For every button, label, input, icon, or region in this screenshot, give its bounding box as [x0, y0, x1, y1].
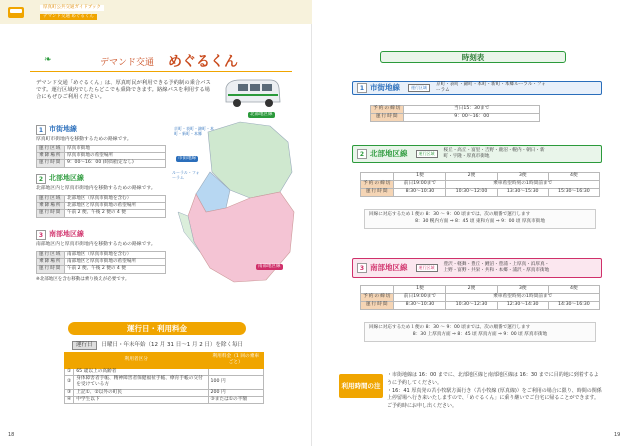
- map-label-city: 市街地線: [178, 156, 196, 161]
- leaf-icon: ❧: [44, 55, 52, 65]
- page-title: [30, 52, 292, 72]
- section-3-table: 運行区域 南部地区（厚真市街地を含む） 乗降場所 南部地区と厚真市街地の希望場所 運行時間 午前 2 便、午後 2 便の 4 便: [36, 251, 166, 274]
- transfer-note: ※北部地区を含む移動は乗り換えが必要です。: [36, 277, 130, 282]
- map-label-south: 南部地区線: [258, 264, 281, 269]
- service-days: 運行日 日曜日・年末年始（12 月 31 日〜1 月 2 日）を除く毎日: [72, 341, 243, 350]
- section-1-table: 運行区域 厚真市街地 乗降場所 厚真市街地の希望場所 運行時間 9：00〜16：00 (時間指定なし): [36, 145, 166, 168]
- header-bar: [0, 0, 312, 24]
- line-2-note: 回線に対応するため１便の 8：30 〜 9：00 頃までは、次の順番で運行します 8：30 幌内方面 ⇒ 8：45 頃 東和方面 ⇒ 9：00 頃 厚真市街地: [364, 209, 596, 229]
- route-map: [170, 112, 300, 302]
- bus-icon: [8, 7, 24, 18]
- map-label-north: 北部地区線: [250, 112, 273, 117]
- timetable-title: 時刻表: [380, 51, 566, 63]
- line-2-table: 1便 2便 3便 4便 予約の締切 前日19:00まで 乗車希望時刻の1時間前まで 運行時間 8:30〜10:30 10:30〜12:00 13:30〜15:30 15:30〜16:30: [360, 172, 600, 197]
- title-prefix: デマンド交通: [100, 58, 155, 68]
- line-3-note: 回線に対応するため１便の 8：30 〜 9：00 頃までは、次の順番で運行します 8：30 上厚真方面 ⇒ 8：45 頃 厚真方面 ⇒ 9：00 頃 厚真市街地: [364, 322, 596, 342]
- page-number-left: 18: [8, 432, 15, 438]
- van-image: [222, 76, 282, 110]
- section-3-desc: 南部地区内と厚真市街地内を移動するための路線です。: [36, 242, 156, 247]
- line-2-heading: 2 北部地区線 運行区域 桜丘・高丘・富里・吉野・鹿沼・幌内・朝日・新町・宇隆・厚真市街地: [352, 145, 602, 163]
- breadcrumb-guide: 厚真町公共交通ガイドブック: [40, 5, 104, 11]
- map-areas1: 京町・表町・錦町・本町・新町・本郷: [174, 126, 214, 137]
- line-1-table: 予約の締切 当日15：30まで 運行時間 9：00〜16：00: [370, 105, 540, 122]
- intro-text: デマンド交通「めぐるくん」は、厚真町民が利用できる予約制の乗合バスです。運行区域内でしたらどこでも乗降できます。路線バスを利用する場合にもぜひご利用ください。: [36, 80, 211, 101]
- fare-title: 運行日・利用料金: [68, 322, 246, 335]
- page-number-right: 19: [614, 432, 621, 438]
- section-2-desc: 北部地区内と厚真市街地内を移動するための路線です。: [36, 186, 156, 191]
- map-areas2: ルーラル・フォーラム: [172, 170, 200, 181]
- table-row: ② 身体障害者手帳、精神障害者保健福祉手帳、療育手帳の交付を受けている方 100 円: [65, 376, 264, 390]
- line-3-heading: 3 南部地区線 運行区域 豊沢・軽舞・豊丘・鯉沼・豊浦・上厚真・浜厚真・上野・富野・共栄・共和・本郷・浦沢・厚真市街地: [352, 258, 602, 278]
- table-row: ④ 中学生以下 ③または①の半額: [65, 397, 264, 404]
- section-3-heading: 3 南部地区線: [36, 230, 84, 240]
- section-2-table: 運行区域 北部地区（厚真市街地を含む） 乗降場所 北部地区と厚真市街地の希望場所 運行時間 午前 2 便、午後 2 便の 4 便: [36, 195, 166, 218]
- usage-time-notes: ・市街地線は 16：00 までに、北部地区線と南部地区線は 16：30 までに目的地に到着するように予約してください。 ・16：41 厚真発の苫小牧駅方面行き（苫小牧線 (厚真線)）をご利用の場合に限り、時間の関係上停留場へ行き来いたしますので、「めぐるくん」に乗り継いでご自宅に帰ることができます。ご予約時にお申し出ください。: [387, 372, 602, 409]
- section-1-heading: 1 市街地線: [36, 125, 77, 135]
- table-row: ③ 上記①、②以外の町民 200 円: [65, 389, 264, 396]
- line-3-table: 1便 2便 3便 4便 予約の締切 前日19:00まで 乗車希望時刻の1時間前まで 運行時間 8:30〜10:30 10:30〜12:30 12:30〜14:30 14:30〜16:30: [360, 285, 600, 310]
- title-main: めぐるくん: [168, 54, 238, 70]
- fare-table: 利用者区分 利用料金（1 回の乗車ごと） ① 65 歳以上の高齢者 ② 身体障害者手帳、精神障害者保健福祉手帳、療育手帳の交付を受けている方 100 円 ③ 上記①、②以外の町民 200 円 ④ 中学生以下 ③または①の半額: [64, 352, 264, 404]
- section-2-heading: 2 北部地区線: [36, 174, 84, 184]
- line-1-heading: 1 市街地線 運行区域 京町・表町・錦町・本町・新町・本郷ルーラル・フォーラム: [352, 81, 602, 95]
- usage-time-note-tag: 利用時間の注意: [339, 374, 383, 398]
- left-page: [0, 0, 312, 446]
- section-1-desc: 厚真町市街地内を移動するための路線です。: [36, 137, 132, 142]
- table-row: ① 65 歳以上の高齢者: [65, 368, 264, 375]
- breadcrumb-section: デマンド交通 めぐるくん: [40, 14, 97, 20]
